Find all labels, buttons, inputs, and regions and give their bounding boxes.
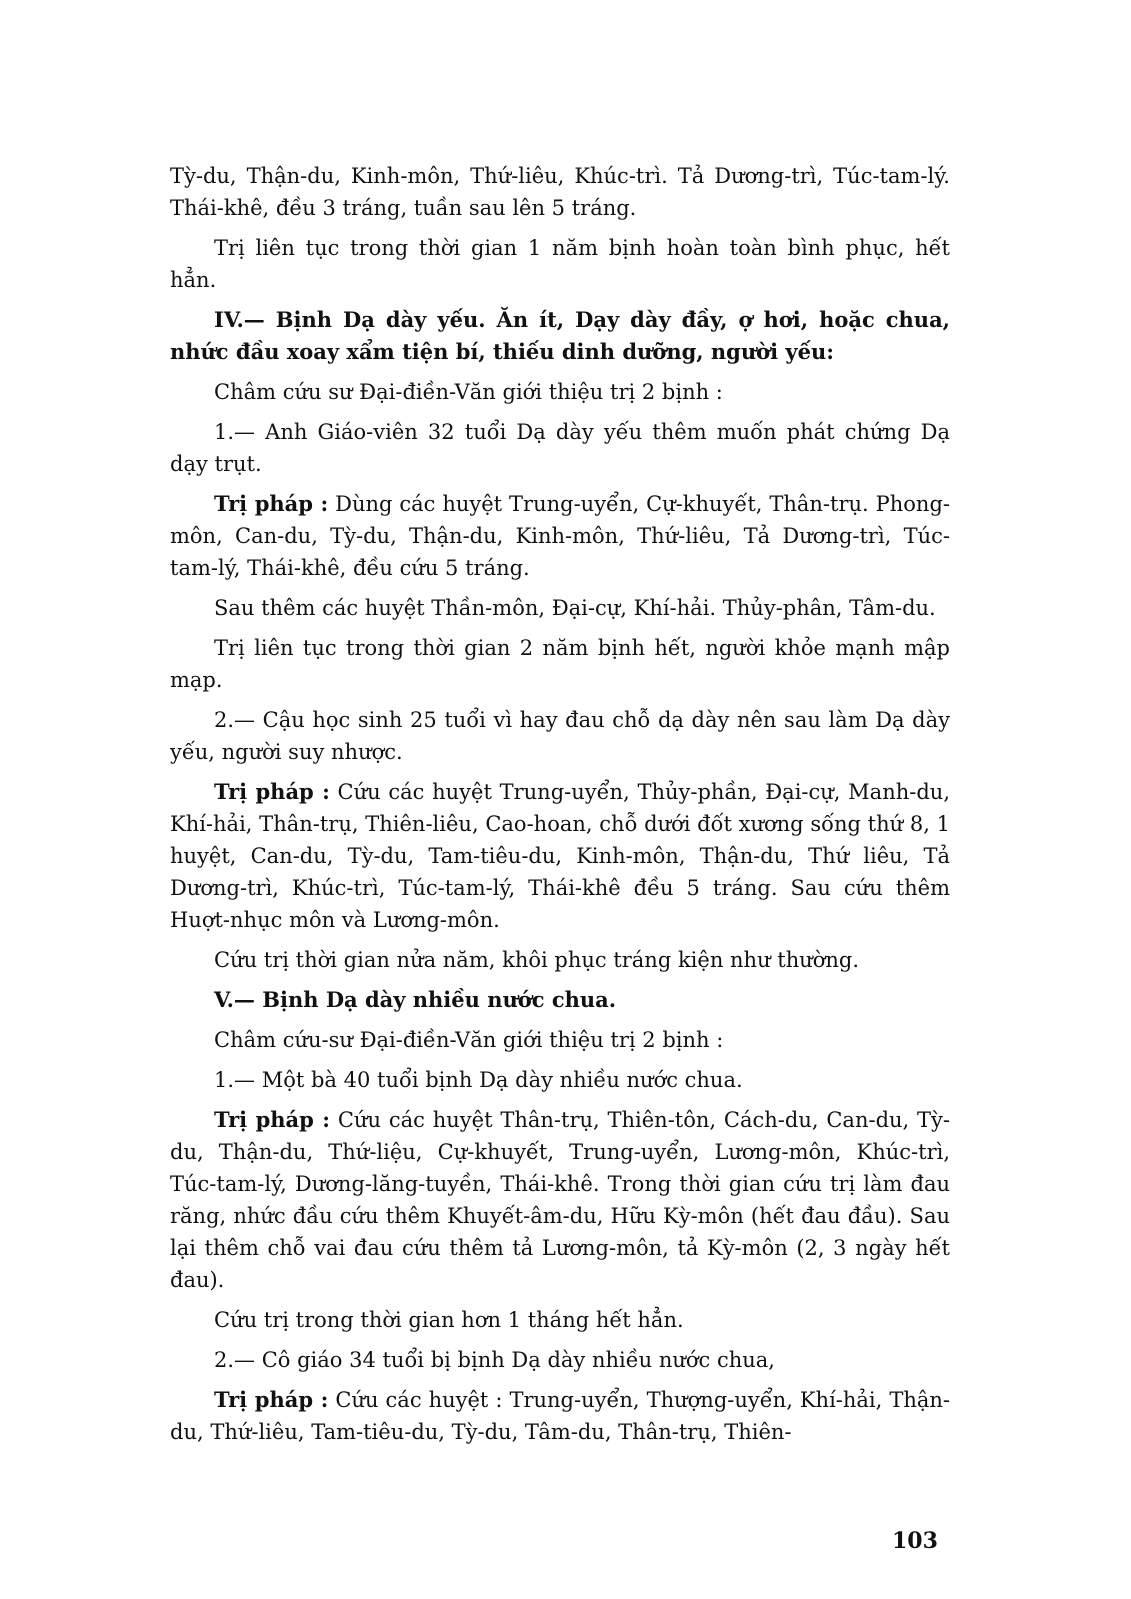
method-label: Trị pháp : xyxy=(214,491,329,516)
method-label: Trị pháp : xyxy=(214,1387,329,1412)
paragraph: 2.— Cô giáo 34 tuổi bị bịnh Dạ dày nhiều nước chua, xyxy=(214,1348,775,1372)
paragraph: 1.— Một bà 40 tuổi bịnh Dạ dày nhiều nước chua. xyxy=(214,1068,743,1092)
paragraph: Sau thêm các huyệt Thần-môn, Đại-cự, Khí-hải. Thủy-phân, Tâm-du. xyxy=(214,596,936,620)
method-label: Trị pháp : xyxy=(214,1107,331,1132)
paragraph: 2.— Cậu học sinh 25 tuổi vì hay đau chỗ dạ dày nên sau làm Dạ dày yếu, người suy nhược. xyxy=(170,708,950,764)
page-body-text xyxy=(170,160,950,1456)
method-label: Trị pháp : xyxy=(214,779,330,804)
paragraph: Cứu trị trong thời gian hơn 1 tháng hết hẳn. xyxy=(214,1308,684,1332)
paragraph: Tỳ-du, Thận-du, Kinh-môn, Thứ-liêu, Khúc-trì. Tả Dương-trì, Túc-tam-lý. Thái-khê, đều 3 tráng, tuần sau lên 5 tráng. xyxy=(170,164,950,220)
page-number: 103 xyxy=(892,1528,938,1554)
paragraph: Châm cứu sư Đại-điền-Văn giới thiệu trị 2 bịnh : xyxy=(214,380,723,404)
paragraph: 1.— Anh Giáo-viên 32 tuổi Dạ dày yếu thêm muốn phát chứng Dạ dạy trụt. xyxy=(170,420,950,476)
paragraph: Trị pháp : Cứu các huyệt : Trung-uyển, Thượng-uyển, Khí-hải, Thận-du, Thứ-liêu, Tam-tiêu-du, Tỳ-du, Tâm-du, Thân-trụ, Thiên- xyxy=(170,1387,951,1444)
paragraph: Trị pháp : Cứu các huyệt Thân-trụ, Thiên-tôn, Cách-du, Can-du, Tỳ-du, Thận-du, Thứ-liệu, Cự-khuyết, Trung-uyển, Lương-môn, Khúc-trì, Túc-tam-lý, Dương-lăng-tuyền, Thái-khê. Trong thời gian cứu trị làm đau răng, nhức đầu cứu thêm Khuyết-âm-du, Hữu Kỳ-môn (hết đau đầu). Sau lại thêm chỗ vai đau cứu thêm tả Lương-môn, tả Kỳ-môn (2, 3 ngày hết đau). xyxy=(170,1107,951,1292)
paragraph: Trị liên tục trong thời gian 1 năm bịnh hoàn toàn bình phục, hết hẳn. xyxy=(170,236,950,292)
section-heading: IV.— Bịnh Dạ dày yếu. Ăn ít, Dạy dày đầy, ợ hơi, hoặc chua, nhức đầu xoay xẩm tiện bí, thiếu dinh dưỡng, người yếu: xyxy=(170,307,950,364)
paragraph: Trị pháp : Cứu các huyệt Trung-uyển, Thủy-phần, Đại-cự, Manh-du, Khí-hải, Thân-trụ, Thiên-liêu, Cao-hoan, chỗ dưới đốt xương sống thứ 8, 1 huyệt, Can-du, Tỳ-du, Tam-tiêu-du, Kinh-môn, Thận-du, Thứ liêu, Tả Dương-trì, Khúc-trì, Túc-tam-lý, Thái-khê đều 5 tráng. Sau cứu thêm Huợt-nhục môn và Lương-môn. xyxy=(170,779,950,932)
paragraph: Châm cứu-sư Đại-điền-Văn giới thiệu trị 2 bịnh : xyxy=(214,1028,724,1052)
section-heading: V.— Bịnh Dạ dày nhiều nước chua. xyxy=(214,987,617,1012)
paragraph: Trị liên tục trong thời gian 2 năm bịnh hết, người khỏe mạnh mập mạp. xyxy=(170,636,950,692)
paragraph: Cứu trị thời gian nửa năm, khôi phục tráng kiện như thường. xyxy=(214,948,860,972)
paragraph: Trị pháp : Dùng các huyệt Trung-uyển, Cự-khuyết, Thân-trụ. Phong-môn, Can-du, Tỳ-du, Thận-du, Kinh-môn, Thứ-liêu, Tả Dương-trì, Túc-tam-lý, Thái-khê, đều cứu 5 tráng. xyxy=(170,491,950,580)
